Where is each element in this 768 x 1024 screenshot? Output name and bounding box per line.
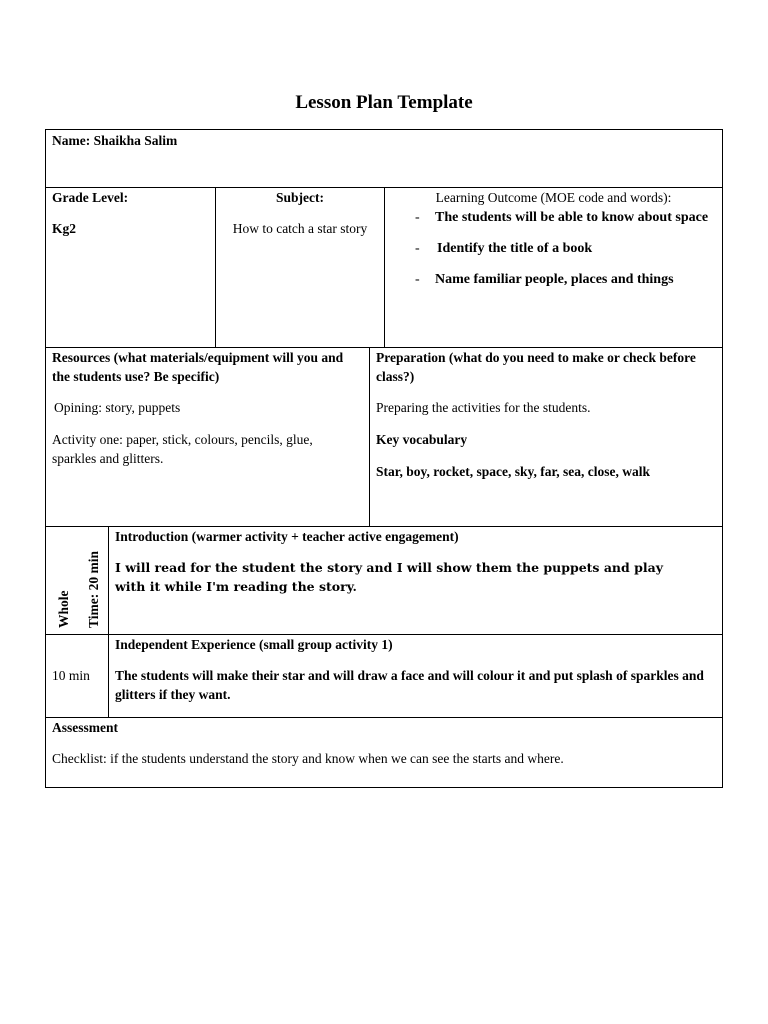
assessment-cell (45, 717, 723, 788)
independent-experience-cell (108, 634, 723, 718)
preparation-heading: Preparation (what do you need to make or check before class?) (376, 350, 696, 384)
grade-level-cell (45, 187, 216, 348)
independent-heading: Independent Experience (small group activity 1) (115, 637, 393, 652)
introduction-heading: Introduction (warmer activity + teacher active engagement) (115, 529, 459, 544)
subject-label: Subject: (276, 190, 324, 205)
assessment-text: Checklist: if the students understand the story and know when we can see the starts and where. (52, 751, 564, 766)
preparation-cell (369, 347, 723, 527)
resources-line1: Opining: story, puppets (54, 400, 181, 415)
grade-level-label: Grade Level: (52, 190, 129, 205)
subject-cell (215, 187, 385, 348)
learning-outcome-item: - The students will be able to know about space (411, 208, 711, 227)
name-text: Name: Shaikha Salim (52, 133, 178, 148)
key-vocabulary-label: Key vocabulary (376, 432, 468, 447)
preparation-line1: Preparing the activities for the students. (376, 400, 591, 415)
assessment-heading: Assessment (52, 720, 118, 735)
independent-time: 10 min (52, 668, 90, 683)
learning-outcome-list (411, 208, 711, 301)
subject-value: How to catch a star story (232, 221, 368, 236)
introduction-cell (108, 526, 723, 635)
introduction-time: Time: 20 min (86, 551, 101, 628)
name-cell (45, 129, 723, 188)
grade-level-value: Kg2 (52, 221, 77, 236)
learning-outcome-item: - Identify the title of a book (411, 239, 711, 258)
learning-outcome-cell (384, 187, 723, 348)
resources-line2: Activity one: paper, stick, colours, pencils, glue, sparkles and glitters. (52, 432, 313, 466)
learning-outcome-label: Learning Outcome (MOE code and words): (435, 190, 672, 205)
introduction-text: I will read for the student the story and I will show them the puppets and play with it while I'm reading the story. (115, 560, 663, 594)
key-vocabulary-list: Star, boy, rocket, space, sky, far, sea, close, walk (376, 464, 651, 479)
independent-text: The students will make their star and will draw a face and will colour it and put splash of sparkles and glitters if they want. (115, 668, 704, 702)
learning-outcome-item: - Name familiar people, places and things (411, 270, 711, 289)
whole-label: Whole (56, 590, 71, 628)
document-title: Lesson Plan Template (295, 92, 473, 113)
independent-side-cell (45, 634, 109, 718)
resources-heading: Resources (what materials/equipment will you and the students use? Be specific) (52, 350, 344, 384)
resources-cell (45, 347, 370, 527)
introduction-side-cell (45, 526, 109, 635)
